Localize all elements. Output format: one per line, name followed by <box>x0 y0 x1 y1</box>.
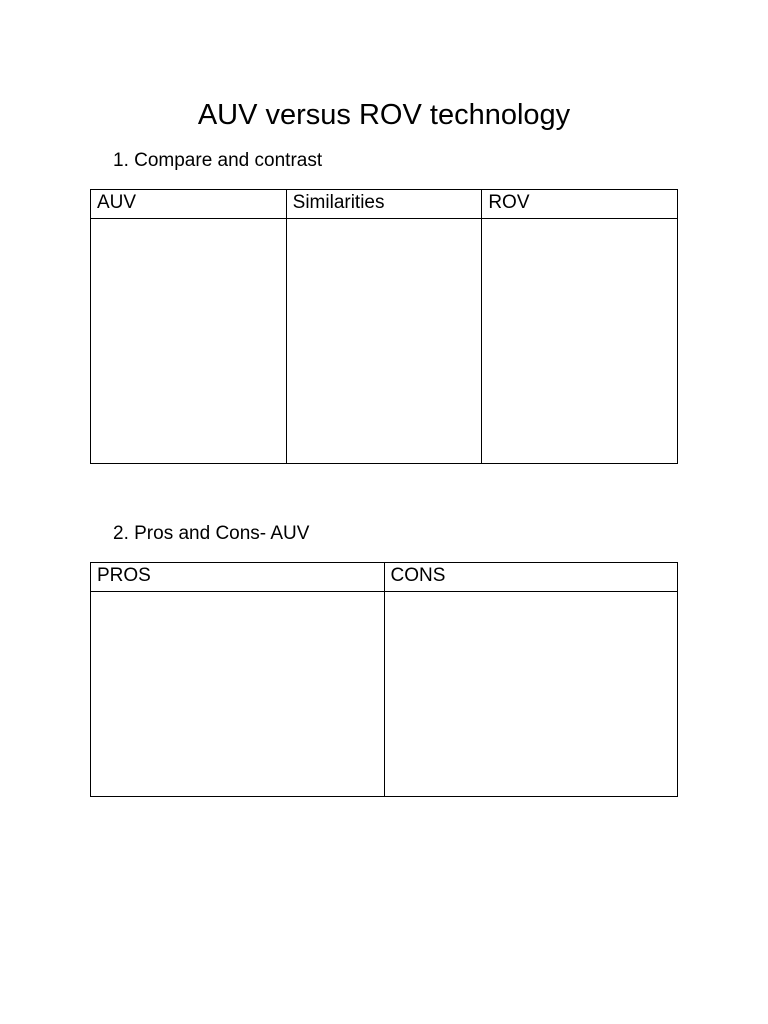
page-title: AUV versus ROV technology <box>197 99 571 131</box>
compare-contrast-table <box>90 189 678 464</box>
table-header-row <box>91 190 678 219</box>
section-heading-compare: 1. Compare and contrast <box>113 150 323 171</box>
cons-answer-cell[interactable] <box>384 592 678 797</box>
section-heading-pros-cons: 2. Pros and Cons- AUV <box>113 523 310 544</box>
rov-answer-cell[interactable] <box>482 219 678 464</box>
table-row <box>91 219 678 464</box>
column-header-pros: PROS <box>91 563 385 592</box>
column-header-cons: CONS <box>384 563 678 592</box>
column-header-similarities: Similarities <box>286 190 482 219</box>
pros-answer-cell[interactable] <box>91 592 385 797</box>
table-row <box>91 592 678 797</box>
similarities-answer-cell[interactable] <box>286 219 482 464</box>
column-header-auv: AUV <box>91 190 287 219</box>
pros-cons-table <box>90 562 678 797</box>
auv-answer-cell[interactable] <box>91 219 287 464</box>
table-header-row <box>91 563 678 592</box>
column-header-rov: ROV <box>482 190 678 219</box>
